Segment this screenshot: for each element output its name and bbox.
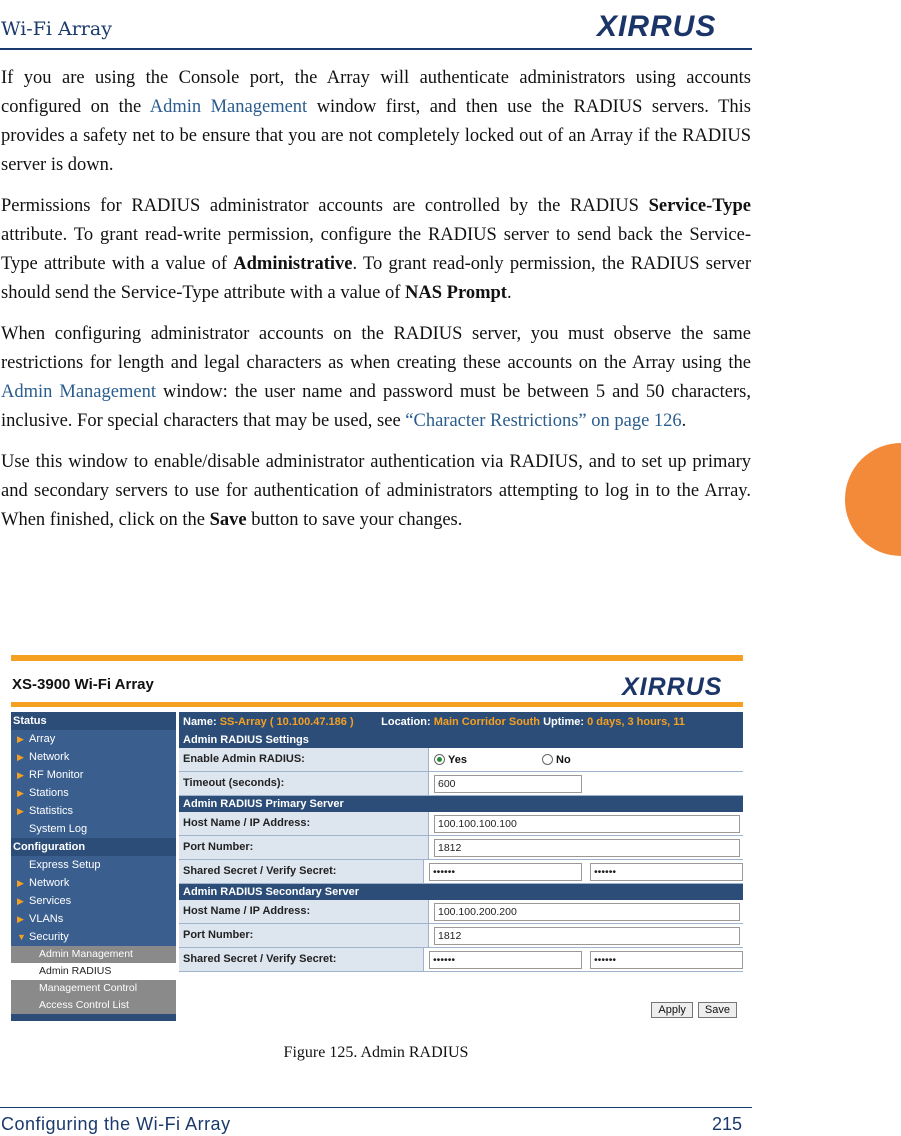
app-title: XS-3900 Wi-Fi Array [12, 676, 154, 693]
nav-section-status[interactable]: Status [11, 712, 176, 730]
arrow-icon: ▶ [17, 752, 24, 762]
paragraph-1: If you are using the Console port, the Array will authenticate administrators using accounts configured on the Admin Management window first, and then use the RADIUS servers. This provides a safety net to be ensure that you are not completely locked out of an Array if the RADIUS server is down. [1, 68, 751, 175]
body-text [1, 64, 751, 547]
primary-host-input[interactable]: 100.100.100.100 [434, 815, 740, 833]
character-restrictions-link[interactable]: “Character Restrictions” on page 126 [405, 411, 682, 431]
nav-item-network-config[interactable]: ▶ Network [11, 874, 176, 892]
footer-chapter: Configuring the Wi-Fi Array [1, 1114, 231, 1134]
nav-item-system-log[interactable]: System Log [11, 820, 176, 838]
paragraph-3: When configuring administrator accounts on the RADIUS server, you must observe the same restrictions for length and legal characters as when creating these accounts on the Array using the Admin Management window: the user name and password must be between 5 and 50 characters, inclusive. For special characters that may be used, see “Character Restrictions” on page 126. [1, 324, 751, 431]
arrow-down-icon: ▼ [17, 932, 26, 942]
title-accent-bar [11, 702, 743, 707]
secondary-port-row: Port Number: 1812 [179, 924, 743, 948]
header-rule [0, 48, 752, 50]
paragraph-4: Use this window to enable/disable administrator authentication via RADIUS, and to set up primary and secondary servers to use for authentication of administrators attempting to log in to the Array. When finished, click on the Save button to save your changes. [1, 452, 751, 530]
arrow-icon: ▶ [17, 878, 24, 888]
admin-management-link[interactable]: Admin Management [149, 97, 308, 117]
yes-radio[interactable]: Yes [434, 754, 534, 766]
primary-port-input[interactable]: 1812 [434, 839, 740, 857]
nav-item-statistics[interactable]: ▶ Statistics [11, 802, 176, 820]
arrow-icon: ▶ [17, 788, 24, 798]
save-button[interactable]: Save [698, 1002, 737, 1018]
arrow-icon: ▶ [17, 770, 24, 780]
main-panel [179, 712, 743, 1021]
timeout-input[interactable]: 600 [434, 775, 582, 793]
button-bar [651, 1002, 737, 1018]
no-radio[interactable]: No [542, 754, 571, 766]
page-number: 215 [712, 1114, 743, 1134]
arrow-icon: ▶ [17, 914, 24, 924]
nav-item-network[interactable]: ▶ Network [11, 748, 176, 766]
primary-port-row: Port Number: 1812 [179, 836, 743, 860]
admin-management-link-2[interactable]: Admin Management [1, 382, 156, 402]
nav-item-express-setup[interactable]: Express Setup [11, 856, 176, 874]
secondary-host-input[interactable]: 100.100.200.200 [434, 903, 740, 921]
primary-secret-input[interactable]: •••••• [429, 863, 582, 881]
secondary-port-input[interactable]: 1812 [434, 927, 740, 945]
secondary-verify-input[interactable]: •••••• [590, 951, 743, 969]
nav-item-security[interactable]: ▼ Security [11, 928, 176, 946]
figure-caption: Figure 125. Admin RADIUS [283, 1044, 469, 1061]
nav-subitem-management-control[interactable]: Management Control [11, 980, 176, 997]
paragraph-2: Permissions for RADIUS administrator accounts are controlled by the RADIUS Service-Type attribute. To grant read-write permission, configure the RADIUS server to send back the Service-Type attribute with a value of Administrative. To grant read-only permission, the RADIUS server should send the Service-Type attribute with a value of NAS Prompt. [1, 196, 751, 303]
header-title: Wi-Fi Array [1, 18, 112, 40]
enable-row: Enable Admin RADIUS: Yes No [179, 748, 743, 772]
admin-radius-screenshot [11, 655, 743, 1021]
nav-item-services[interactable]: ▶ Services [11, 892, 176, 910]
nav-item-stations[interactable]: ▶ Stations [11, 784, 176, 802]
info-bar: Name: SS-Array ( 10.100.47.186 ) Location: Main Corridor South Uptime: 0 days, 3 hours, 11 [179, 712, 743, 732]
nav-item-vlans[interactable]: ▶ VLANs [11, 910, 176, 928]
primary-secret-row: Shared Secret / Verify Secret: •••••• •••••• [179, 860, 743, 884]
xirrus-logo-small: XIRRUS [622, 673, 723, 701]
xirrus-logo: XIRRUS [597, 10, 717, 43]
settings-section-header: Admin RADIUS Settings [179, 732, 743, 748]
primary-verify-input[interactable]: •••••• [590, 863, 743, 881]
nav-subitem-admin-management[interactable]: Admin Management [11, 946, 176, 963]
nav-subitem-admin-radius[interactable]: Admin RADIUS [11, 963, 176, 980]
sidebar-nav [11, 712, 176, 1021]
timeout-row: Timeout (seconds): 600 [179, 772, 743, 796]
secondary-section-header: Admin RADIUS Secondary Server [179, 884, 743, 900]
secondary-secret-row: Shared Secret / Verify Secret: •••••• •••••• [179, 948, 743, 972]
apply-button[interactable]: Apply [651, 1002, 693, 1018]
chapter-tab [845, 443, 901, 556]
nav-subitem-access-control-list[interactable]: Access Control List [11, 997, 176, 1014]
primary-host-row: Host Name / IP Address: 100.100.100.100 [179, 812, 743, 836]
footer-rule [0, 1107, 752, 1108]
nav-item-rf-monitor[interactable]: ▶ RF Monitor [11, 766, 176, 784]
arrow-icon: ▶ [17, 896, 24, 906]
nav-section-configuration[interactable]: Configuration [11, 838, 176, 856]
nav-item-array[interactable]: ▶ Array [11, 730, 176, 748]
secondary-host-row: Host Name / IP Address: 100.100.200.200 [179, 900, 743, 924]
top-accent-bar [11, 655, 743, 661]
arrow-icon: ▶ [17, 734, 24, 744]
secondary-secret-input[interactable]: •••••• [429, 951, 582, 969]
arrow-icon: ▶ [17, 806, 24, 816]
primary-section-header: Admin RADIUS Primary Server [179, 796, 743, 812]
